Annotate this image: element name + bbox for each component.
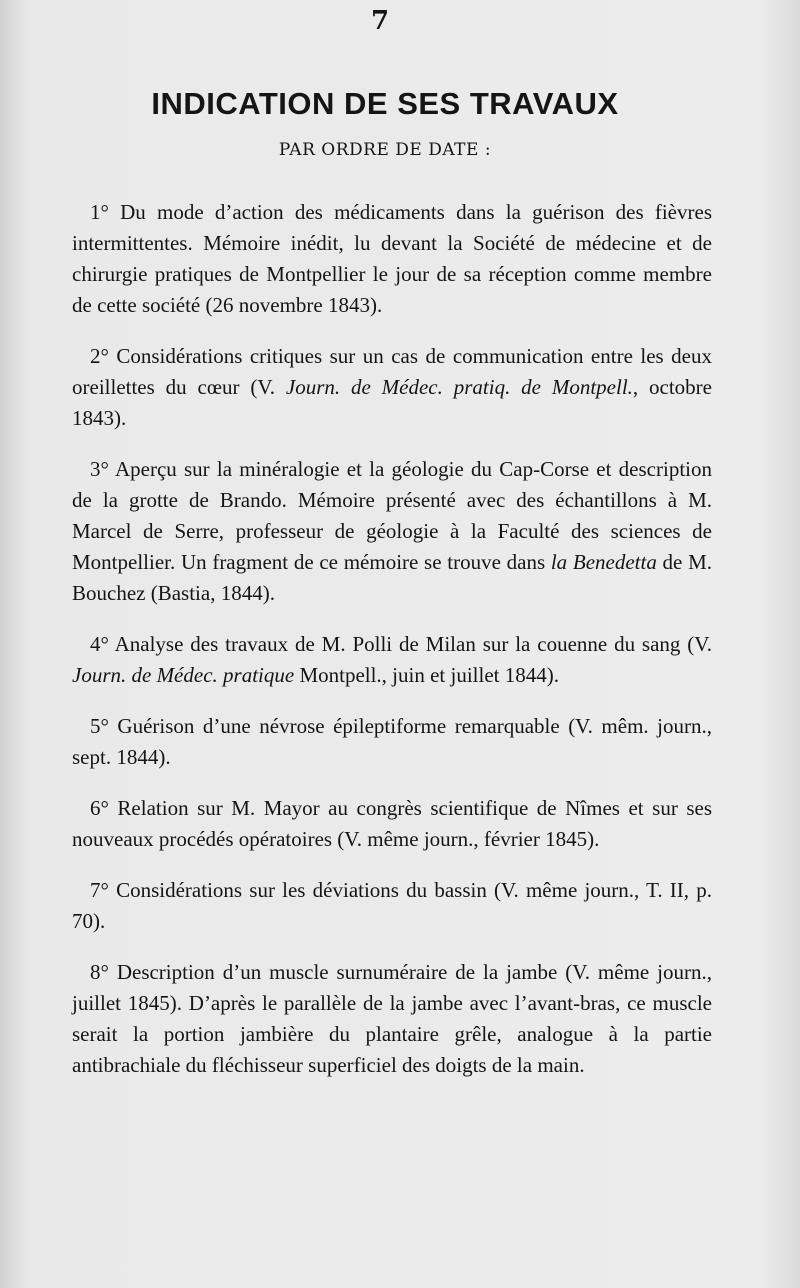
work-entry-8 [72,957,712,1081]
page-number: 7 [370,6,390,36]
entry-journal-title: la Benedetta [550,550,657,574]
entry-number: 3° [90,457,109,481]
entry-number: 1° [90,200,109,224]
entry-text: Considérations sur les déviations du bassin (V. même journ., T. II, p. 70). [72,878,712,933]
entry-journal-title: Journ. de Médec. pratiq. de Montpell. [285,375,633,399]
entry-text: Analyse des travaux de M. Polli de Milan sur la couenne du sang (V. [108,632,712,656]
entry-text: Aperçu sur la minéralogie et la géologie du Cap-Corse et description de la grotte de Brando. Mémoire présenté avec des échantillons à M. Marcel de Serre, professeur de géologie à la Faculté des sciences de Montpellier. Un fragment de ce mémoire se trouve dans [72,457,712,574]
work-entry-4 [72,629,712,691]
entry-number: 2° [90,344,109,368]
work-entry-6 [72,793,712,855]
entry-text: Guérison d’une névrose épileptiforme remarquable (V. mêm. journ., sept. 1844). [72,714,712,769]
entry-number: 5° [90,714,109,738]
entry-text: Description d’un muscle surnuméraire de la jambe (V. même journ., juillet 1845). D’après le parallèle de la jambe avec l’avant-bras, ce muscle serait la portion jambière du plantaire grêle, analogue à la partie antibrachiale du fléchisseur superficiel des doigts de la main. [72,960,712,1077]
entry-text-end: Montpell., juin et juillet 1844). [294,663,559,687]
work-entry-7 [72,875,712,937]
work-entry-1 [72,197,712,321]
entry-journal-title: Journ. de Médec. pratique [72,663,295,687]
page-title: INDICATION DE SES TRAVAUX [151,86,619,121]
entry-number: 7° [90,878,109,902]
entry-number: 8° [90,960,109,984]
work-entry-3 [72,454,712,609]
works-list [72,197,712,1101]
entry-text-end: de M. Bouchez (Bastia, 1844). [72,550,713,605]
page-subtitle: PAR ORDRE DE DATE : [278,140,492,160]
entry-number: 4° [90,632,109,656]
entry-text: Relation sur M. Mayor au congrès scientifique de Nîmes et sur ses nouveaux procédés opératoires (V. même journ., février 1845). [72,796,712,851]
entry-number: 6° [90,796,109,820]
entry-text: Du mode d’action des médicaments dans la guérison des fièvres intermittentes. Mémoire inédit, lu devant la Société de médecine et de chirurgie pratiques de Montpellier le jour de sa réception comme membre de cette société (26 novembre 1843). [72,200,712,317]
entry-text-end: , octobre 1843). [72,375,712,430]
entry-text: Considérations critiques sur un cas de communication entre les deux oreillettes du cœur (V. [72,344,712,399]
work-entry-2 [72,341,712,434]
work-entry-5 [72,711,712,773]
